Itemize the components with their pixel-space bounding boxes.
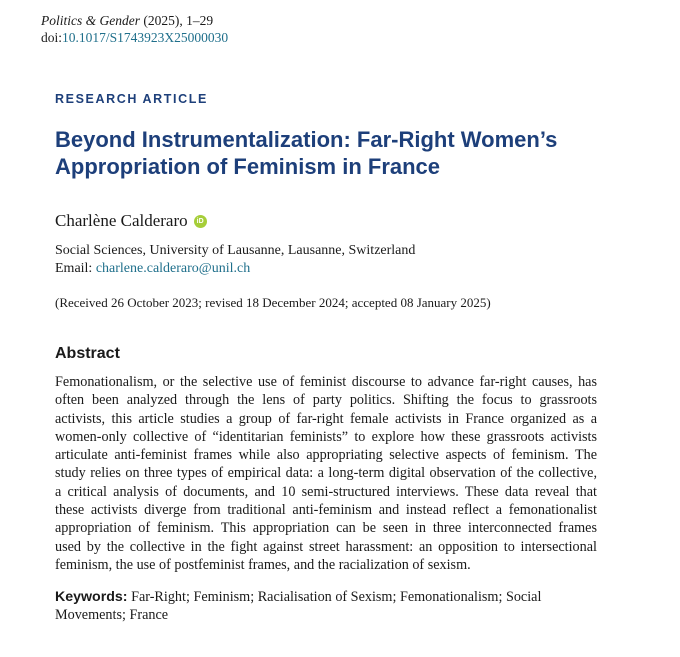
abstract-line: study relies on three types of empirical data: a long-term digital observation of the collective,	[55, 465, 597, 482]
author-email-line	[55, 260, 250, 278]
doi-link[interactable]: 10.1017/S1743923X25000030	[62, 30, 229, 45]
keywords-block	[55, 588, 575, 625]
abstract-body	[55, 373, 597, 574]
article-title-line-1: Beyond Instrumentalization: Far-Right Women’s	[55, 127, 558, 152]
abstract-line: women-only collective of “identitarian feminists” to explore how these grassroots activists	[55, 428, 597, 445]
author-line	[55, 210, 207, 232]
abstract-heading: Abstract	[55, 345, 120, 362]
article-type-label: RESEARCH ARTICLE	[55, 92, 208, 106]
abstract-line: appropriation of feminism. This appropriation can be seen in three interconnected frames	[55, 520, 597, 537]
journal-issue: (2025), 1–29	[139, 13, 214, 28]
received-dates: (Received 26 October 2023; revised 18 December 2024; accepted 08 January 2025)	[55, 295, 491, 310]
abstract-line: articulate anti-feminist frames while also appropriating selective aspects of feminism. The	[55, 447, 597, 464]
article-title	[55, 126, 635, 180]
abstract-line: Femonationalism, or the selective use of feminist discourse to advance far-right causes, has	[55, 374, 597, 390]
journal-name: Politics & Gender	[41, 13, 140, 28]
abstract-line: often been analyzed through the lens of party politics. Shifting the focus to grassroots	[55, 392, 597, 409]
keywords-list: Far-Right; Feminism; Racialisation of Sexism; Femonationalism; Social Movements; France	[55, 589, 542, 624]
abstract-line: a critical analysis of documents, and 10 semi-structured interviews. These data reveal that	[55, 483, 597, 500]
article-title-line-2: Appropriation of Feminism in France	[55, 154, 441, 179]
doi-prefix: doi:	[41, 30, 63, 45]
author-email-link[interactable]: charlene.calderaro@unil.ch	[95, 261, 251, 276]
author-name: Charlène Calderaro	[55, 211, 188, 230]
keywords-label: Keywords:	[55, 589, 128, 605]
doi-line	[41, 29, 228, 46]
email-label: Email:	[55, 261, 96, 276]
abstract-line: activists, this article studies a group of far-right female activists in France organized as a	[55, 410, 597, 427]
abstract-line: these activists diverge from traditional anti-feminism and instead reflect a femonationalist	[55, 502, 597, 519]
orcid-icon[interactable]: iD	[194, 215, 207, 228]
journal-citation	[41, 12, 213, 29]
abstract-line: feminism, the use of postfeminist frames, and the racialization of sexism.	[55, 556, 471, 573]
abstract-line: used by the collective in the fight against street harassment: an opposition to intersectional	[55, 538, 597, 555]
author-affiliation: Social Sciences, University of Lausanne, Lausanne, Switzerland	[55, 243, 416, 258]
